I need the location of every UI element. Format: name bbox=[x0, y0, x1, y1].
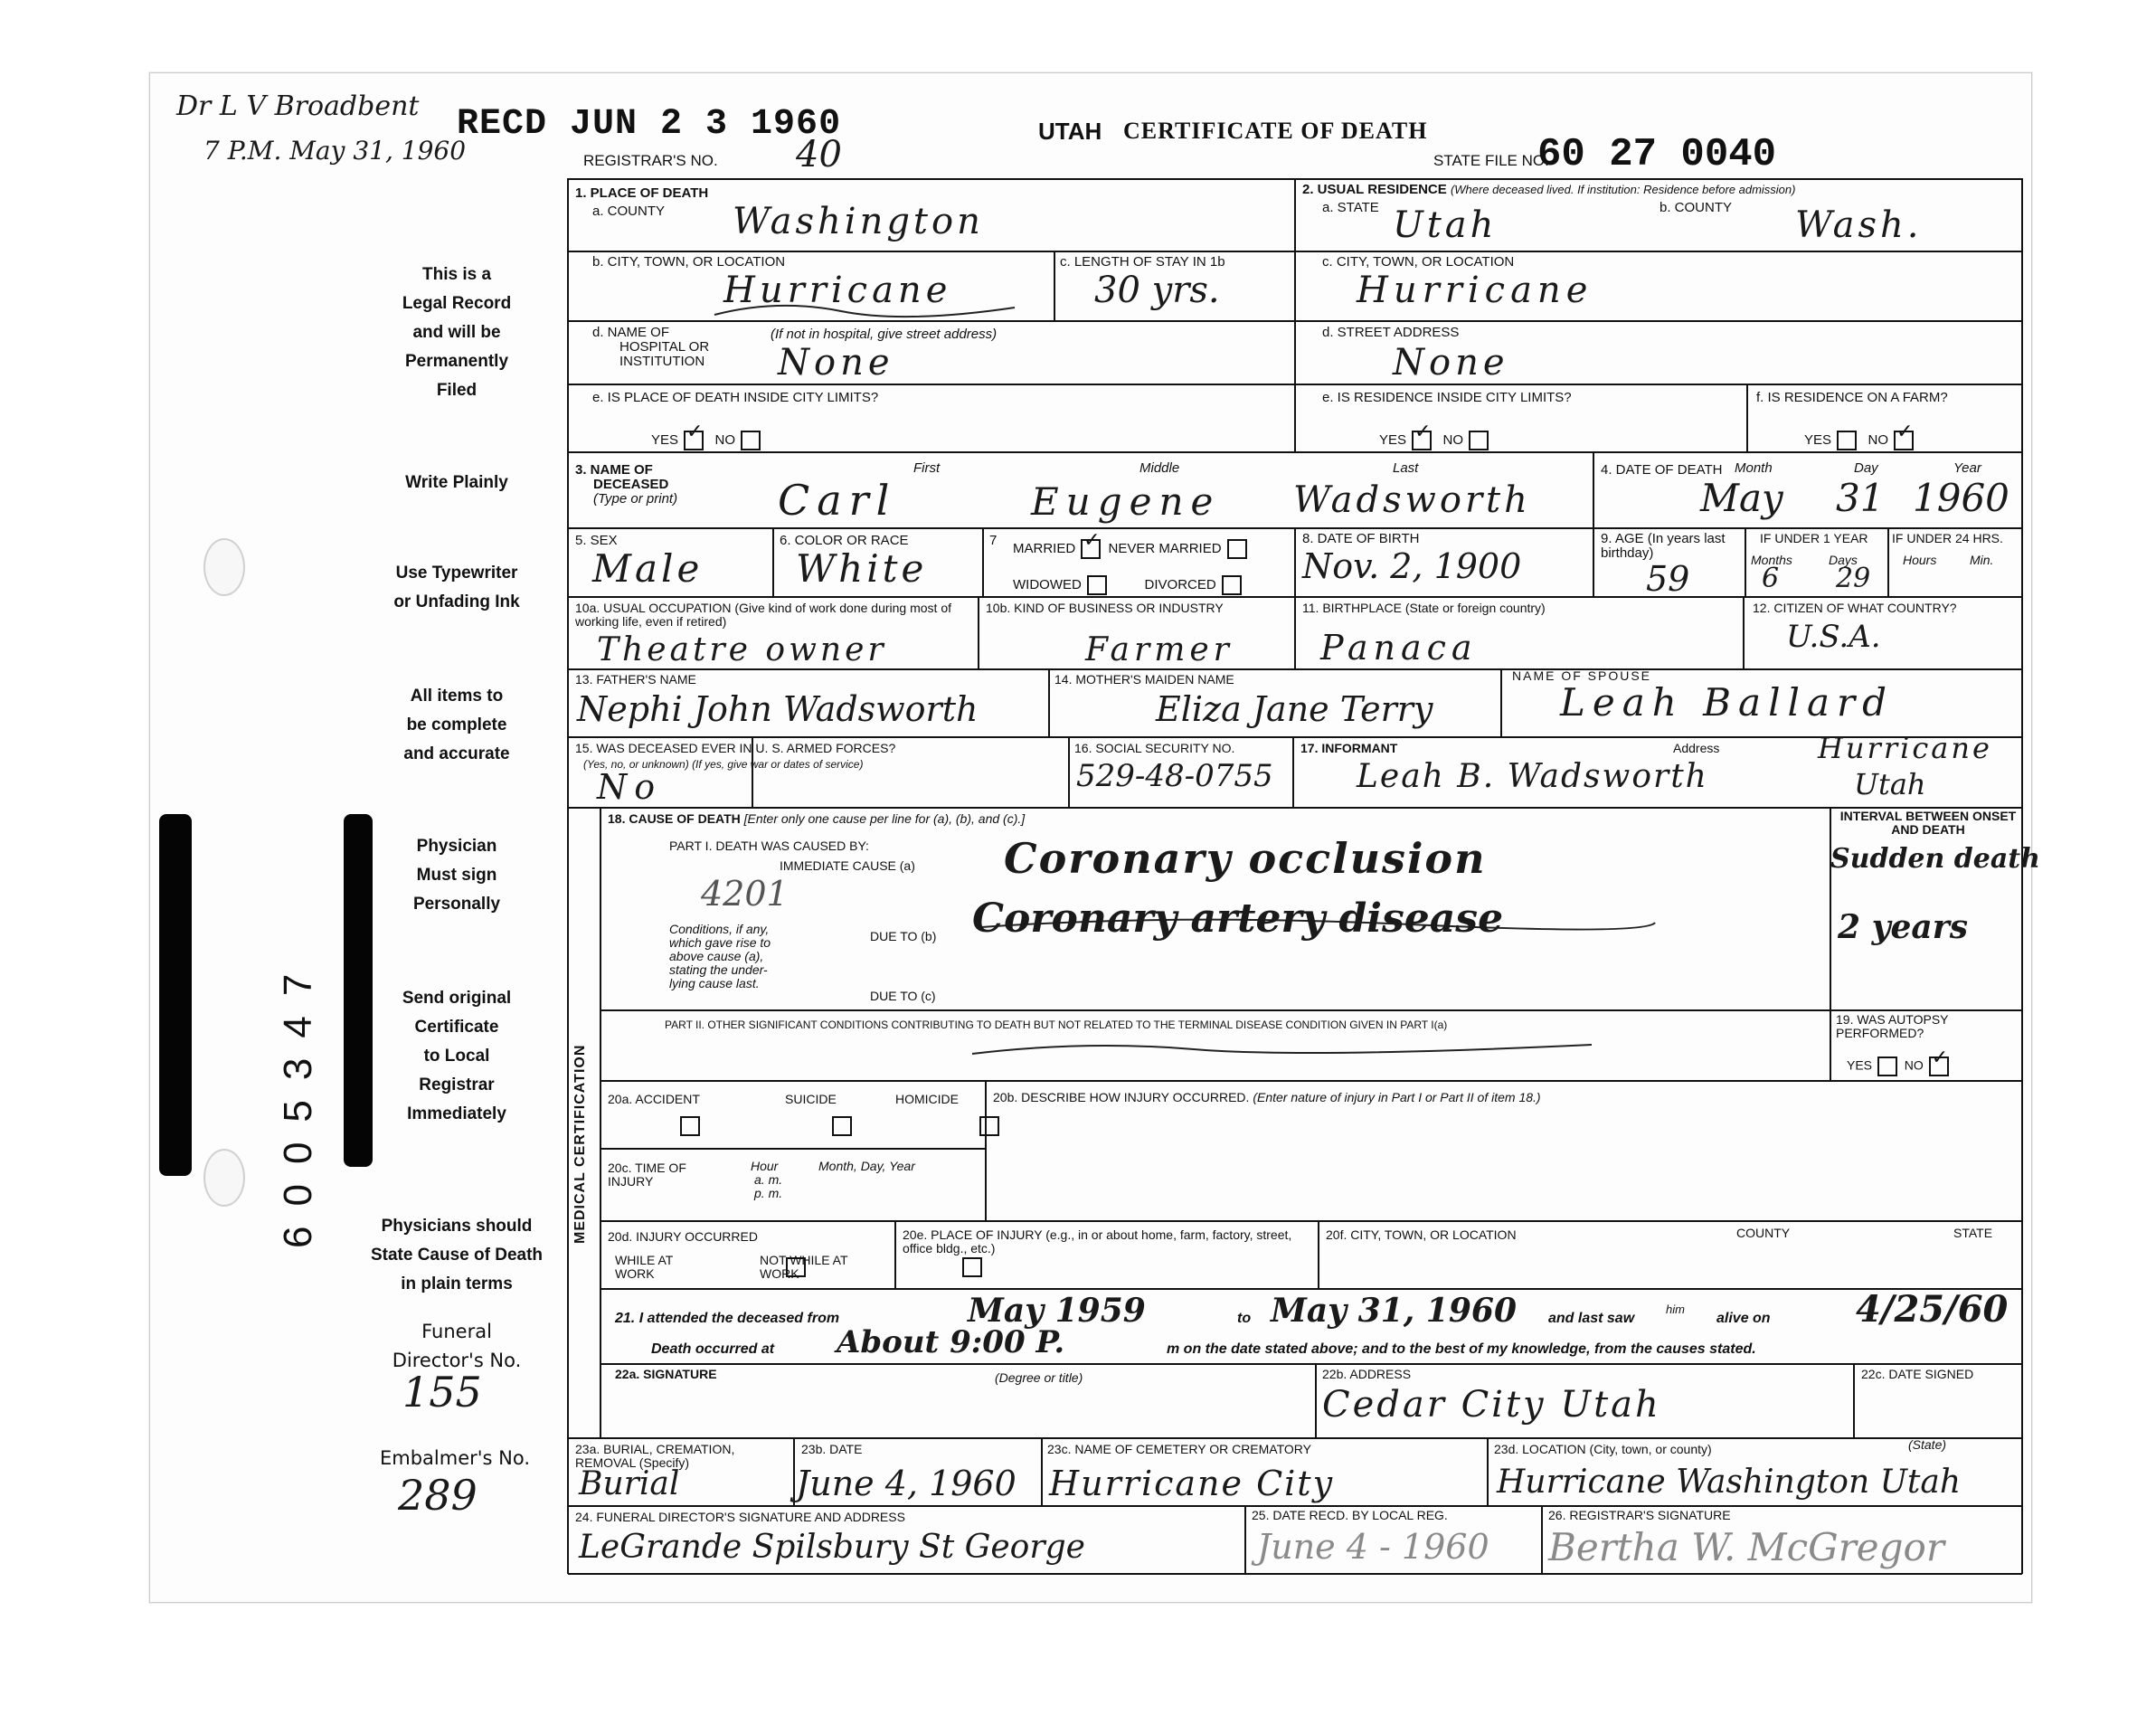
yes-text: YES bbox=[1804, 431, 1832, 448]
day-label: Day bbox=[1854, 460, 1878, 476]
citizen-value: U.S.A. bbox=[1786, 619, 1881, 655]
funeral-director-number: 155 bbox=[402, 1368, 482, 1417]
farm-choice bbox=[1804, 421, 1914, 450]
sidebar-line: Certificate bbox=[414, 1018, 499, 1037]
burial-date-label: 23b. DATE bbox=[801, 1442, 863, 1456]
homicide-checkbox[interactable] bbox=[979, 1116, 999, 1136]
label-hint: [Enter only one cause per line for (a), (b), and (c).] bbox=[743, 811, 1026, 826]
last-saw-label: and last saw bbox=[1548, 1311, 1635, 1326]
not-while-at-work-label: NOT WHILE AT WORK bbox=[760, 1253, 848, 1281]
label-text: 22a. SIGNATURE bbox=[615, 1367, 717, 1381]
registrar-no-value: 40 bbox=[796, 134, 842, 175]
street-address-value: None bbox=[1393, 342, 1509, 384]
month-day-year-label: Month, Day, Year bbox=[818, 1159, 915, 1173]
death-year-value: 1960 bbox=[1913, 476, 2009, 520]
conditions-note bbox=[669, 923, 771, 990]
married-text: MARRIED bbox=[1013, 540, 1076, 556]
label-text: 1. PLACE OF DEATH bbox=[575, 185, 709, 201]
death-month-value: May bbox=[1700, 476, 1783, 520]
stay-label: c. LENGTH OF STAY IN 1b bbox=[1060, 254, 1225, 270]
attended-to-value: May 31, 1960 bbox=[1271, 1292, 1517, 1330]
sidebar-line: and accurate bbox=[403, 744, 510, 763]
hospital-hint: (If not in hospital, give street address) bbox=[771, 327, 998, 342]
stay-value: 30 yrs. bbox=[1094, 270, 1220, 311]
residence-city-label: c. CITY, TOWN, OR LOCATION bbox=[1322, 254, 1515, 270]
label-line: Hour bbox=[751, 1159, 779, 1173]
informant-label bbox=[1300, 742, 1397, 755]
under-1-year-label: IF UNDER 1 YEAR bbox=[1760, 531, 1868, 545]
county-label: a. COUNTY bbox=[592, 204, 666, 219]
place-of-death-label bbox=[575, 186, 708, 201]
color-race-value: White bbox=[796, 546, 928, 591]
interval-b-value: 2 years bbox=[1838, 908, 1968, 946]
marital-number: 7 bbox=[989, 533, 998, 548]
injury-state-label: STATE bbox=[1953, 1226, 1993, 1240]
yes-text: YES bbox=[1847, 1057, 1873, 1073]
no-checkbox[interactable] bbox=[1894, 421, 1914, 450]
sidebar-line: Director's No. bbox=[392, 1350, 522, 1371]
father-label: 13. FATHER'S NAME bbox=[575, 672, 696, 687]
ssn-label: 16. SOCIAL SECURITY NO. bbox=[1074, 741, 1235, 755]
title-utah: UTAH bbox=[1038, 118, 1102, 145]
physician-address-label: 22b. ADDRESS bbox=[1322, 1367, 1412, 1381]
label-text: 20b. DESCRIBE HOW INJURY OCCURRED. bbox=[993, 1090, 1250, 1104]
mother-label: 14. MOTHER'S MAIDEN NAME bbox=[1054, 672, 1234, 687]
sidebar-funeral-director bbox=[366, 1317, 547, 1375]
state-file-number: 60 27 0040 bbox=[1537, 132, 1777, 177]
death-occurred-statement: m on the date stated above; and to the best of my knowledge, from the causes stated. bbox=[1167, 1341, 1756, 1357]
label-line: HOSPITAL OR bbox=[619, 339, 710, 355]
label-line: d. NAME OF bbox=[592, 325, 670, 340]
redaction-bar-left bbox=[159, 814, 192, 1176]
due-to-c-label: DUE TO (c) bbox=[870, 989, 936, 1003]
burial-method-value: Burial bbox=[579, 1465, 680, 1502]
residence-inside-limits-choice bbox=[1379, 421, 1489, 450]
month-label: Month bbox=[1735, 460, 1773, 476]
widowed-checkbox[interactable] bbox=[1087, 575, 1107, 595]
usual-residence-label bbox=[1302, 183, 1795, 197]
widowed-text: WIDOWED bbox=[1013, 576, 1082, 592]
sidebar-line: Personally bbox=[412, 895, 501, 914]
death-occurred-label: Death occurred at bbox=[651, 1341, 775, 1357]
suicide-checkbox[interactable] bbox=[832, 1116, 852, 1136]
married-checkbox[interactable] bbox=[1081, 529, 1101, 559]
label-hint: (Type or print) bbox=[593, 491, 678, 507]
degree-label: (Degree or title) bbox=[995, 1370, 1083, 1385]
never-married-text: NEVER MARRIED bbox=[1108, 540, 1222, 556]
suicide-label: SUICIDE bbox=[785, 1092, 837, 1106]
note-line: Conditions, if any, bbox=[669, 922, 770, 936]
label-text: 18. CAUSE OF DEATH bbox=[608, 811, 741, 826]
armed-forces-label: 15. WAS DECEASED EVER IN U. S. ARMED FORCES? bbox=[575, 741, 896, 755]
label-line: INSTITUTION bbox=[619, 354, 705, 369]
residence-county-label: b. COUNTY bbox=[1660, 200, 1733, 215]
occupation-label: 10a. USUAL OCCUPATION (Give kind of work done during most of working life, even if retired) bbox=[575, 601, 952, 629]
informant-address-state: Utah bbox=[1854, 767, 1926, 801]
color-race-label: 6. COLOR OR RACE bbox=[780, 533, 909, 548]
date-received-label: 25. DATE RECD. BY LOCAL REG. bbox=[1252, 1508, 1448, 1522]
hospital-label bbox=[592, 326, 709, 369]
autopsy-label: 19. WAS AUTOPSY PERFORMED? bbox=[1836, 1012, 1949, 1040]
registrar-signature-value: Bertha W. McGregor bbox=[1548, 1525, 1944, 1569]
label-text: DECEASED bbox=[593, 477, 669, 492]
death-county-value: Washington bbox=[733, 201, 984, 242]
birthplace-value: Panaca bbox=[1320, 628, 1478, 668]
sidebar-line: This is a bbox=[421, 265, 492, 284]
immediate-cause-value: Coronary occlusion bbox=[1004, 834, 1487, 883]
check-mark-icon: ✓ bbox=[1896, 421, 1914, 443]
middle-name-value: Eugene bbox=[1031, 479, 1221, 524]
check-mark-icon: ✓ bbox=[1083, 529, 1101, 552]
autopsy-choice bbox=[1847, 1047, 1949, 1076]
sidebar-line: Immediately bbox=[407, 1104, 506, 1123]
sidebar-embalmer-label: Embalmer's No. bbox=[379, 1447, 531, 1469]
injury-occurred-label: 20d. INJURY OCCURRED bbox=[608, 1229, 758, 1244]
yes-checkbox[interactable] bbox=[1412, 421, 1432, 450]
due-to-b-value: Coronary artery disease bbox=[972, 895, 1504, 942]
part-one-label: PART I. DEATH WAS CAUSED BY: bbox=[669, 839, 869, 853]
year-label: Year bbox=[1953, 460, 1981, 476]
sidebar-write-plainly: Write Plainly bbox=[405, 473, 508, 492]
time-hour-label bbox=[751, 1160, 782, 1200]
ssn-value: 529-48-0755 bbox=[1076, 758, 1273, 794]
certificate-title: CERTIFICATE OF DEATH bbox=[1123, 118, 1428, 144]
first-label: First bbox=[913, 460, 941, 476]
informant-address-city: Hurricane bbox=[1818, 731, 1992, 765]
alive-on-label: alive on bbox=[1716, 1311, 1771, 1326]
residence-city-value: Hurricane bbox=[1357, 270, 1593, 311]
vertical-index-number: 6005347 bbox=[276, 953, 320, 1248]
death-time-value: About 9:00 P. bbox=[837, 1324, 1065, 1360]
mother-value: Eliza Jane Terry bbox=[1156, 689, 1433, 729]
sidebar-physicians-should bbox=[357, 1212, 556, 1299]
residence-inside-limits-label: e. IS RESIDENCE INSIDE CITY LIMITS? bbox=[1322, 390, 1572, 405]
marital-row-1 bbox=[1013, 529, 1247, 559]
sidebar-line: Physicians should bbox=[381, 1217, 533, 1236]
divorced-checkbox[interactable] bbox=[1222, 575, 1242, 595]
under-24-hours-label: IF UNDER 24 HRS. bbox=[1892, 531, 2003, 545]
never-married-checkbox[interactable] bbox=[1227, 539, 1247, 559]
time-of-injury-label: 20c. TIME OF INJURY bbox=[608, 1161, 686, 1189]
accident-label: 20a. ACCIDENT bbox=[608, 1092, 700, 1106]
cemetery-label: 23c. NAME OF CEMETERY OR CREMATORY bbox=[1047, 1442, 1311, 1456]
label-line: p. m. bbox=[754, 1186, 783, 1200]
label-hint: (Enter nature of injury in Part I or Part II of item 18.) bbox=[1253, 1090, 1541, 1104]
handwritten-time-note: 7 P.M. May 31, 1960 bbox=[203, 136, 467, 166]
farm-label: f. IS RESIDENCE ON A FARM? bbox=[1756, 390, 1948, 405]
death-inside-limits-choice bbox=[651, 421, 761, 450]
cause-code: 4201 bbox=[701, 874, 789, 914]
age-value: 59 bbox=[1646, 559, 1690, 599]
registrar-signature-label: 26. REGISTRAR'S SIGNATURE bbox=[1548, 1508, 1731, 1522]
burial-location-value: Hurricane Washington Utah bbox=[1497, 1464, 1962, 1501]
while-at-work-label: WHILE AT WORK bbox=[615, 1253, 674, 1281]
label-line: a. m. bbox=[754, 1172, 783, 1187]
dob-value: Nov. 2, 1900 bbox=[1302, 546, 1522, 586]
residence-state-value: Utah bbox=[1393, 204, 1498, 246]
no-text: NO bbox=[1868, 431, 1889, 448]
attended-label: 21. I attended the deceased from bbox=[615, 1311, 840, 1326]
city-label: b. CITY, TOWN, OR LOCATION bbox=[592, 254, 786, 270]
no-text: NO bbox=[714, 431, 736, 448]
residence-state-label: a. STATE bbox=[1322, 200, 1379, 215]
punch-hole-top bbox=[203, 538, 245, 596]
sidebar-line: be complete bbox=[406, 715, 507, 734]
him-label: him bbox=[1666, 1303, 1685, 1316]
occupation-value: Theatre owner bbox=[597, 631, 887, 668]
describe-injury-label bbox=[993, 1091, 1541, 1104]
sidebar-line: and will be bbox=[412, 323, 501, 342]
divorced-text: DIVORCED bbox=[1144, 576, 1216, 592]
date-signed-label: 22c. DATE SIGNED bbox=[1861, 1367, 1974, 1381]
registrar-no-label: REGISTRAR'S NO. bbox=[583, 152, 718, 169]
label-text: 3. NAME OF bbox=[575, 462, 653, 478]
armed-forces-value: No bbox=[597, 767, 663, 807]
spouse-label: NAME OF SPOUSE bbox=[1512, 668, 1652, 683]
no-checkbox[interactable] bbox=[1929, 1047, 1949, 1076]
immediate-cause-label: IMMEDIATE CAUSE (a) bbox=[780, 858, 915, 873]
sidebar-line: or Unfading Ink bbox=[393, 592, 520, 611]
yes-text: YES bbox=[651, 431, 679, 448]
date-of-death-label: 4. DATE OF DEATH bbox=[1601, 462, 1723, 478]
burial-state-label: (State) bbox=[1908, 1437, 1947, 1452]
funeral-director-label: 24. FUNERAL DIRECTOR'S SIGNATURE AND ADDRESS bbox=[575, 1510, 905, 1524]
sidebar-line: State Cause of Death bbox=[370, 1246, 544, 1265]
label-hint: (Where deceased lived. If institution: Residence before admission) bbox=[1450, 183, 1796, 196]
death-day-value: 31 bbox=[1836, 476, 1885, 520]
last-label: Last bbox=[1393, 460, 1419, 476]
punch-hole-bottom bbox=[203, 1149, 245, 1207]
business-label: 10b. KIND OF BUSINESS OR INDUSTRY bbox=[986, 601, 1224, 615]
sidebar-line: Physician bbox=[416, 837, 497, 856]
inside-city-limits-label: e. IS PLACE OF DEATH INSIDE CITY LIMITS? bbox=[592, 390, 879, 405]
burial-method-label: 23a. BURIAL, CREMATION, REMOVAL (Specify) bbox=[575, 1442, 735, 1470]
street-address-label: d. STREET ADDRESS bbox=[1322, 325, 1460, 340]
sidebar-line: Registrar bbox=[419, 1075, 495, 1094]
address-label: Address bbox=[1673, 741, 1720, 755]
injury-city-label: 20f. CITY, TOWN, OR LOCATION bbox=[1326, 1227, 1517, 1242]
days-value: 29 bbox=[1836, 563, 1871, 594]
marital-row-2 bbox=[1013, 575, 1242, 595]
sidebar-typewriter bbox=[371, 559, 543, 617]
months-value: 6 bbox=[1762, 563, 1780, 594]
cemetery-value: Hurricane City bbox=[1049, 1464, 1335, 1503]
informant-value: Leah B. Wadsworth bbox=[1357, 758, 1708, 795]
no-checkbox[interactable] bbox=[741, 431, 761, 450]
sidebar-physician bbox=[371, 832, 543, 919]
accident-checkbox[interactable] bbox=[680, 1116, 700, 1136]
check-mark-icon: ✓ bbox=[1931, 1047, 1949, 1069]
last-saw-date-value: 4/25/60 bbox=[1856, 1288, 2009, 1331]
cause-of-death-label bbox=[608, 812, 1025, 826]
redaction-bar-right bbox=[344, 814, 373, 1167]
sidebar-line: Permanently bbox=[404, 352, 509, 371]
note-line: which gave rise to bbox=[669, 935, 771, 950]
months-label: Months bbox=[1751, 553, 1792, 567]
sidebar-line: Use Typewriter bbox=[395, 564, 518, 583]
sidebar-line: to Local bbox=[423, 1047, 490, 1066]
sidebar-line: Funeral bbox=[421, 1321, 492, 1342]
burial-date-value: June 4, 1960 bbox=[796, 1464, 1017, 1503]
yes-checkbox[interactable] bbox=[1837, 431, 1857, 450]
sidebar-line: All items to bbox=[410, 687, 504, 706]
sidebar-legal-record bbox=[371, 261, 543, 405]
armed-forces-hint: (Yes, no, or unknown) (If yes, give war or dates of service) bbox=[583, 758, 864, 771]
received-stamp: RECD JUN 2 3 1960 bbox=[457, 104, 842, 145]
part-two-label: PART II. OTHER SIGNIFICANT CONDITIONS CONTRIBUTING TO DEATH BUT NOT RELATED TO THE TERMINAL DISEASE CONDITION GIVEN IN PART I(a) bbox=[665, 1019, 1448, 1031]
dob-label: 8. DATE OF BIRTH bbox=[1302, 531, 1420, 546]
yes-text: YES bbox=[1379, 431, 1407, 448]
injury-county-label: COUNTY bbox=[1736, 1226, 1791, 1240]
place-of-injury-label: 20e. PLACE OF INJURY (e.g., in or about home, farm, factory, street, office bldg., etc.) bbox=[903, 1227, 1292, 1255]
sidebar-line: Filed bbox=[436, 381, 478, 400]
label-text: 17. INFORMANT bbox=[1300, 741, 1398, 755]
sidebar-line: Legal Record bbox=[402, 294, 512, 313]
sex-value: Male bbox=[592, 546, 704, 591]
signature-label bbox=[615, 1368, 717, 1381]
sex-label: 5. SEX bbox=[575, 533, 618, 548]
check-mark-icon: ✓ bbox=[1414, 421, 1432, 443]
interval-a-value: Sudden death bbox=[1830, 843, 2040, 875]
embalmer-number: 289 bbox=[398, 1471, 478, 1520]
residence-county-value: Wash. bbox=[1795, 204, 1923, 246]
sidebar-line: in plain terms bbox=[401, 1274, 513, 1293]
handwritten-doctor-note: Dr L V Broadbent bbox=[176, 90, 420, 122]
physician-address-value: Cedar City Utah bbox=[1322, 1384, 1661, 1426]
attended-from-value: May 1959 bbox=[968, 1292, 1146, 1330]
minutes-label: Min. bbox=[1970, 553, 1994, 567]
not-while-at-work-checkbox[interactable] bbox=[962, 1257, 982, 1277]
hours-label: Hours bbox=[1903, 553, 1937, 567]
sidebar-send-original bbox=[371, 984, 543, 1129]
business-value: Farmer bbox=[1085, 631, 1234, 668]
no-checkbox[interactable] bbox=[1469, 431, 1489, 450]
age-label: 9. AGE (In years last birthday) bbox=[1601, 531, 1726, 561]
no-text: NO bbox=[1904, 1057, 1924, 1073]
funeral-director-signature: LeGrande Spilsbury St George bbox=[579, 1529, 1085, 1566]
death-city-value: Hurricane bbox=[723, 270, 952, 311]
deceased-name-label bbox=[575, 463, 677, 507]
father-value: Nephi John Wadsworth bbox=[577, 689, 979, 729]
sidebar-line: Send original bbox=[402, 989, 512, 1008]
spouse-value: Leah Ballard bbox=[1560, 680, 1894, 725]
label-text: 2. USUAL RESIDENCE bbox=[1302, 182, 1447, 197]
homicide-label: HOMICIDE bbox=[895, 1092, 959, 1106]
interval-label: INTERVAL BETWEEN ONSET AND DEATH bbox=[1839, 809, 2017, 837]
note-line: above cause (a), bbox=[669, 949, 764, 963]
birthplace-label: 11. BIRTHPLACE (State or foreign country) bbox=[1302, 601, 1546, 615]
burial-location-label: 23d. LOCATION (City, town, or county) bbox=[1494, 1442, 1712, 1456]
state-file-label: STATE FILE NO. bbox=[1433, 152, 1549, 169]
days-label: Days bbox=[1829, 553, 1858, 567]
middle-label: Middle bbox=[1139, 460, 1180, 476]
no-text: NO bbox=[1442, 431, 1464, 448]
check-mark-icon: ✓ bbox=[686, 421, 704, 443]
citizen-label: 12. CITIZEN OF WHAT COUNTRY? bbox=[1753, 601, 1957, 615]
due-to-b-label: DUE TO (b) bbox=[870, 929, 937, 943]
last-name-value: Wadsworth bbox=[1293, 479, 1531, 521]
yes-checkbox[interactable] bbox=[684, 421, 704, 450]
first-name-value: Carl bbox=[778, 476, 897, 525]
medical-certification-side-label: MEDICAL CERTIFICATION bbox=[572, 1044, 588, 1244]
date-received-value: June 4 - 1960 bbox=[1257, 1527, 1489, 1567]
sidebar-line: Must sign bbox=[416, 866, 497, 885]
hospital-value: None bbox=[778, 342, 894, 384]
yes-checkbox[interactable] bbox=[1877, 1056, 1897, 1076]
sidebar-all-items bbox=[371, 682, 543, 769]
to-label: to bbox=[1237, 1311, 1252, 1326]
note-line: stating the under- bbox=[669, 962, 768, 977]
note-line: lying cause last. bbox=[669, 976, 760, 990]
